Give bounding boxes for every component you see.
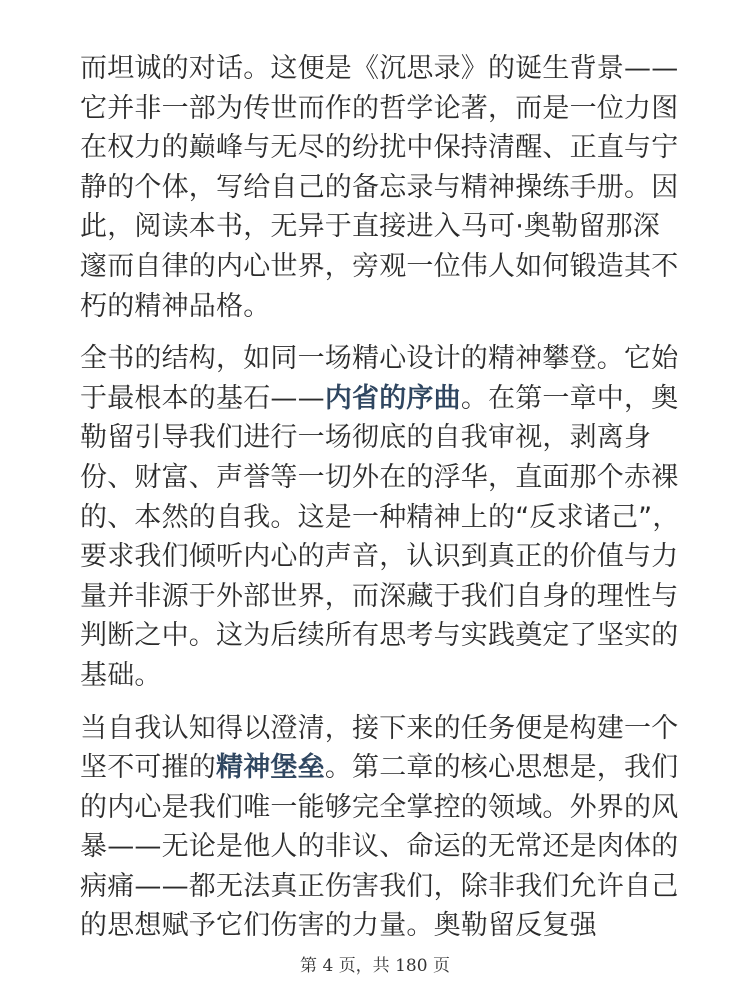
highlight-term-spiritual-fortress: 精神堡垒: [216, 752, 325, 784]
footer-suffix: 页: [432, 956, 450, 976]
paragraph-1-text: 而坦诚的对话。这便是《沉思录》的诞生背景——它并非一部为传世而作的哲学论著，而是一位力图在权力的巅峰与无尽的纷扰中保持清醒、正直与宁静的个体，写给自己的备忘录与精神操练手册。因此，阅读本书，无异于直接进入马可·奥勒留那深邃而自律的内心世界，旁观一位伟人如何锻造其不朽的精神品格。: [80, 53, 679, 322]
paragraph-3-text-a: 当自我认知得以澄清，接下来的任务便是构建一个坚不可摧的: [80, 712, 679, 784]
paragraph-1: [80, 49, 680, 326]
footer-prefix: 第: [300, 956, 318, 976]
current-page-number: 4: [322, 956, 334, 976]
page-body: [80, 49, 680, 959]
paragraph-3: [80, 709, 680, 947]
total-page-count: 180: [395, 956, 428, 976]
paragraph-2-text-a: 全书的结构，如同一场精心设计的精神攀登。它始于最根本的基石——: [80, 343, 679, 414]
paragraph-2-text-b: 。在第一章中，奥勒留引导我们进行一场彻底的自我审视，剥离身份、财富、声誉等一切外在的浮华，直面那个赤裸的、本然的自我。这是一种精神上的“反求诸己”，要求我们倾听内心的声音，认识到真正的价值与力量并非源于外部世界，而深藏于我们自身的理性与判断之中。这为后续所有思考与实践奠定了坚实的基础。: [80, 382, 680, 691]
page-number-footer: [0, 951, 750, 976]
footer-middle: 页，共: [338, 956, 390, 976]
paragraph-2: [80, 339, 680, 695]
highlight-term-introspection-prelude: 内省的序曲: [324, 382, 461, 414]
paragraph-3-text-b: 。第二章的核心思想是，我们的内心是我们唯一能够完全掌控的领域。外界的风暴——无论是他人的非议、命运的无常还是肉体的病痛——都无法真正伤害我们，除非我们允许自己的思想赋予它们伤害的力量。奥勒留反复强: [80, 752, 679, 942]
